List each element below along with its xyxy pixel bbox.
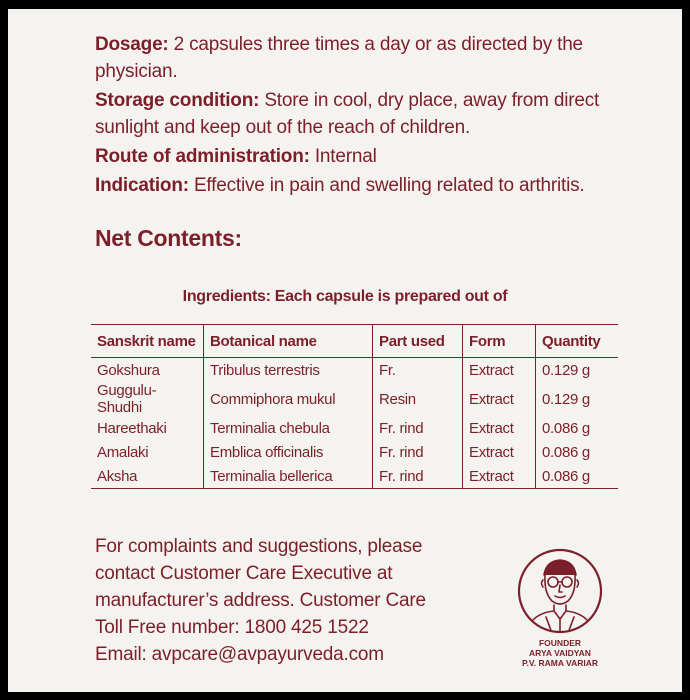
table-row	[91, 416, 618, 440]
cell-quantity: 0.129 g	[536, 358, 619, 383]
cell-botanical-name: Terminalia chebula	[204, 416, 373, 440]
cell-botanical-name: Commiphora mukul	[204, 382, 373, 416]
cell-quantity: 0.086 g	[536, 416, 619, 440]
header-botanical-name: Botanical name	[204, 325, 373, 358]
cell-quantity: 0.086 g	[536, 464, 619, 489]
dosage-line: Dosage: 2 capsules three times a day or as directed by the physician.	[95, 34, 583, 82]
cell-sanskrit-name: Guggulu-Shudhi	[97, 382, 157, 416]
table-row	[91, 382, 618, 416]
cell-form: Extract	[463, 464, 536, 489]
cell-sanskrit-name: Gokshura	[97, 361, 160, 379]
contact-info	[95, 533, 475, 668]
contact-line: manufacturer’s address. Customer Care	[95, 590, 426, 611]
cell-part-used: Resin	[373, 382, 463, 416]
toll-free-number: Toll Free number: 1800 425 1522	[95, 617, 369, 638]
header-sanskrit-name: Sanskrit name	[91, 325, 204, 358]
cell-form: Extract	[463, 440, 536, 464]
table-header-row	[91, 325, 618, 358]
table-row	[91, 358, 618, 383]
contact-line: contact Customer Care Executive at	[95, 563, 393, 584]
cell-botanical-name: Emblica officinalis	[204, 440, 373, 464]
product-info	[95, 31, 665, 201]
ingredients-title: Ingredients: Each capsule is prepared out of	[182, 288, 508, 305]
cell-quantity: 0.086 g	[536, 440, 619, 464]
storage-line: Storage condition: Store in cool, dry place, away from direct sunlight and keep out of the reach of children.	[95, 90, 600, 138]
label-panel	[8, 9, 682, 692]
header-part-used: Part used	[373, 325, 463, 358]
founder-portrait-icon	[516, 547, 604, 635]
cell-part-used: Fr. rind	[373, 440, 463, 464]
table-row	[91, 464, 618, 489]
cell-botanical-name: Terminalia bellerica	[204, 464, 373, 489]
cell-part-used: Fr. rind	[373, 464, 463, 489]
cell-sanskrit-name: Amalaki	[97, 443, 149, 461]
cell-form: Extract	[463, 382, 536, 416]
cell-botanical-name: Tribulus terrestris	[204, 358, 373, 383]
header-form: Form	[463, 325, 536, 358]
contact-email: Email: avpcare@avpayurveda.com	[95, 644, 384, 665]
cell-sanskrit-name: Aksha	[91, 464, 204, 489]
contact-line: For complaints and suggestions, please	[95, 536, 423, 557]
cell-form: Extract	[463, 416, 536, 440]
ingredients-table	[91, 324, 618, 489]
route-line: Route of administration: Internal	[95, 146, 377, 167]
cell-form: Extract	[463, 358, 536, 383]
cell-quantity: 0.129 g	[536, 382, 619, 416]
net-contents-heading: Net Contents:	[95, 225, 242, 251]
header-quantity: Quantity	[536, 325, 619, 358]
table-row	[91, 440, 618, 464]
founder-block	[500, 547, 620, 668]
cell-part-used: Fr.	[373, 358, 463, 383]
cell-sanskrit-name: Hareethaki	[97, 419, 167, 437]
cell-part-used: Fr. rind	[373, 416, 463, 440]
founder-caption: FOUNDER ARYA VAIDYAN P.V. RAMA VARIAR	[521, 638, 599, 668]
indication-line: Indication: Effective in pain and swelling related to arthritis.	[95, 175, 585, 196]
